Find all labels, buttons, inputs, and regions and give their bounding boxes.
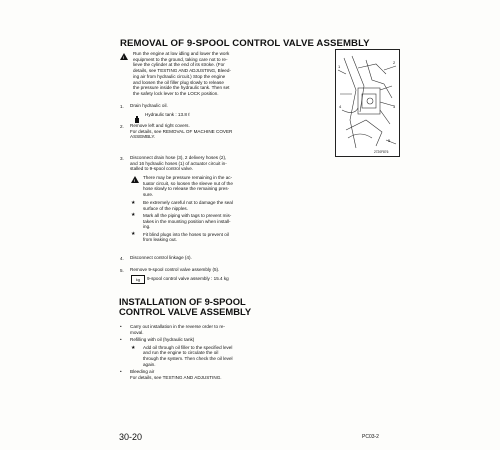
step-text xyxy=(130,155,330,172)
install-item xyxy=(130,324,320,335)
figure-code: 2720F876 xyxy=(374,150,389,154)
oil-can-icon xyxy=(134,110,140,118)
text-line: and 16 hydraulic hoses (1) of actuator circuit in- xyxy=(130,160,227,166)
callout-1: 1 xyxy=(338,64,341,69)
caution-note xyxy=(143,213,231,230)
text-line: and loosen the oil filler plug slowly to release xyxy=(133,79,224,85)
bullet: • xyxy=(120,324,122,329)
text-line: tuator circuit, so loosen the sleeve nut of the xyxy=(143,180,233,186)
install-item xyxy=(143,345,333,368)
text-line: takes in the mounting position when install- xyxy=(143,218,231,224)
text-line: through the system. Then check the oil level xyxy=(143,356,233,362)
callout-2: 2 xyxy=(393,60,396,65)
text-line: hose slowly to release the remaining pres- xyxy=(143,186,230,192)
callout-3: 3 xyxy=(393,104,396,109)
text-line: Bleeding air xyxy=(130,369,155,375)
install-item xyxy=(130,337,320,343)
warning-text xyxy=(143,175,323,198)
weight-spec: 9-spool control valve assembly : 15.4 kg xyxy=(147,276,229,281)
text-line: Be extremely careful not to damage the seal xyxy=(143,200,233,205)
step-number: 1. xyxy=(120,104,124,109)
callout-5: 5 xyxy=(388,138,391,143)
text-line: the safety lock lever to the LOCK position. xyxy=(133,90,219,96)
install-title-line2: CONTROL VALVE ASSEMBLY xyxy=(119,306,252,317)
step-number: 5. xyxy=(120,268,124,273)
text-line: and run the engine to circulate the oil xyxy=(143,350,219,356)
bullet: • xyxy=(120,369,122,375)
warning-icon: ! xyxy=(120,53,128,60)
text-line: from leaking out. xyxy=(143,237,177,243)
text-line: surface of the nipples. xyxy=(143,205,188,211)
callout-4: 4 xyxy=(339,104,342,109)
drain-spec: Hydraulic tank : 13.8 ℓ xyxy=(145,112,190,117)
text-line: again. xyxy=(143,361,156,367)
install-item xyxy=(130,369,320,380)
text-line: lieve the cylinder at the end of its stroke. (For xyxy=(133,62,225,68)
text-line: Disconnect drain hose (3), 2 delivery hoses (2), xyxy=(130,155,227,160)
valve-illustration xyxy=(336,50,399,156)
step-text xyxy=(130,123,325,140)
text-line: moval. xyxy=(130,329,144,335)
page-title: REMOVAL OF 9-SPOOL CONTROL VALVE ASSEMBLY xyxy=(120,38,370,49)
text-line: sure. xyxy=(143,192,154,198)
doc-code: PC03-2 xyxy=(362,434,379,440)
warning-text xyxy=(133,51,328,97)
text-line: Mark all the piping with tags to prevent mis- xyxy=(143,212,232,218)
star-icon: ★ xyxy=(131,212,136,219)
text-line: details, see TESTING AND ADJUSTING, Bleed- xyxy=(133,68,231,74)
text-line: stalled to 9-spool control valve. xyxy=(130,166,194,172)
step-number: 4. xyxy=(120,256,124,261)
text-line: ing air from hydraulic circuit.) Stop the engine xyxy=(133,73,226,79)
valve-figure xyxy=(335,49,400,157)
text-line: ASSEMBLY. xyxy=(130,134,156,140)
warning-icon: ! xyxy=(131,176,139,183)
text-line: ing. xyxy=(143,224,151,230)
step-text: Disconnect control linkage (4). xyxy=(130,255,192,260)
install-title-line1: INSTALLATION OF 9-SPOOL xyxy=(119,296,246,307)
star-icon: ★ xyxy=(131,344,136,351)
star-icon: ★ xyxy=(131,199,136,206)
step-number: 2. xyxy=(120,124,124,129)
text-line: Refilling with oil (hydraulic tank) xyxy=(130,337,195,343)
step-text: Remove 9-spool control valve assembly (5). xyxy=(130,267,220,272)
caution-note xyxy=(143,232,229,243)
text-line: For details, see TESTING AND ADJUSTING. xyxy=(130,375,222,380)
text-line: Carry out installation in the reverse order to re- xyxy=(130,324,225,329)
step-text: Drain hydraulic oil. xyxy=(130,103,168,108)
text-line: the pressure inside the hydraulic tank. Then set xyxy=(133,85,230,91)
text-line: equipment to the ground, taking care not to re- xyxy=(133,56,228,62)
weight-icon: kg xyxy=(131,275,145,284)
text-line: Fit blind plugs into the hoses to prevent oil xyxy=(143,231,229,237)
text-line: Add oil through oil filler to the specified level xyxy=(143,344,233,350)
text-line: Run the engine at low idling and lower the work xyxy=(133,51,230,56)
text-line: There may be pressure remaining in the ac- xyxy=(143,175,233,180)
text-line: For details, see REMOVAL OF MACHINE COVER xyxy=(130,128,233,134)
step-number: 3. xyxy=(120,156,124,161)
page-number: 30-20 xyxy=(119,432,143,442)
caution-note xyxy=(143,200,233,211)
star-icon: ★ xyxy=(131,231,136,237)
bullet: • xyxy=(120,337,122,343)
text-line: Remove left and right covers. xyxy=(130,123,190,128)
